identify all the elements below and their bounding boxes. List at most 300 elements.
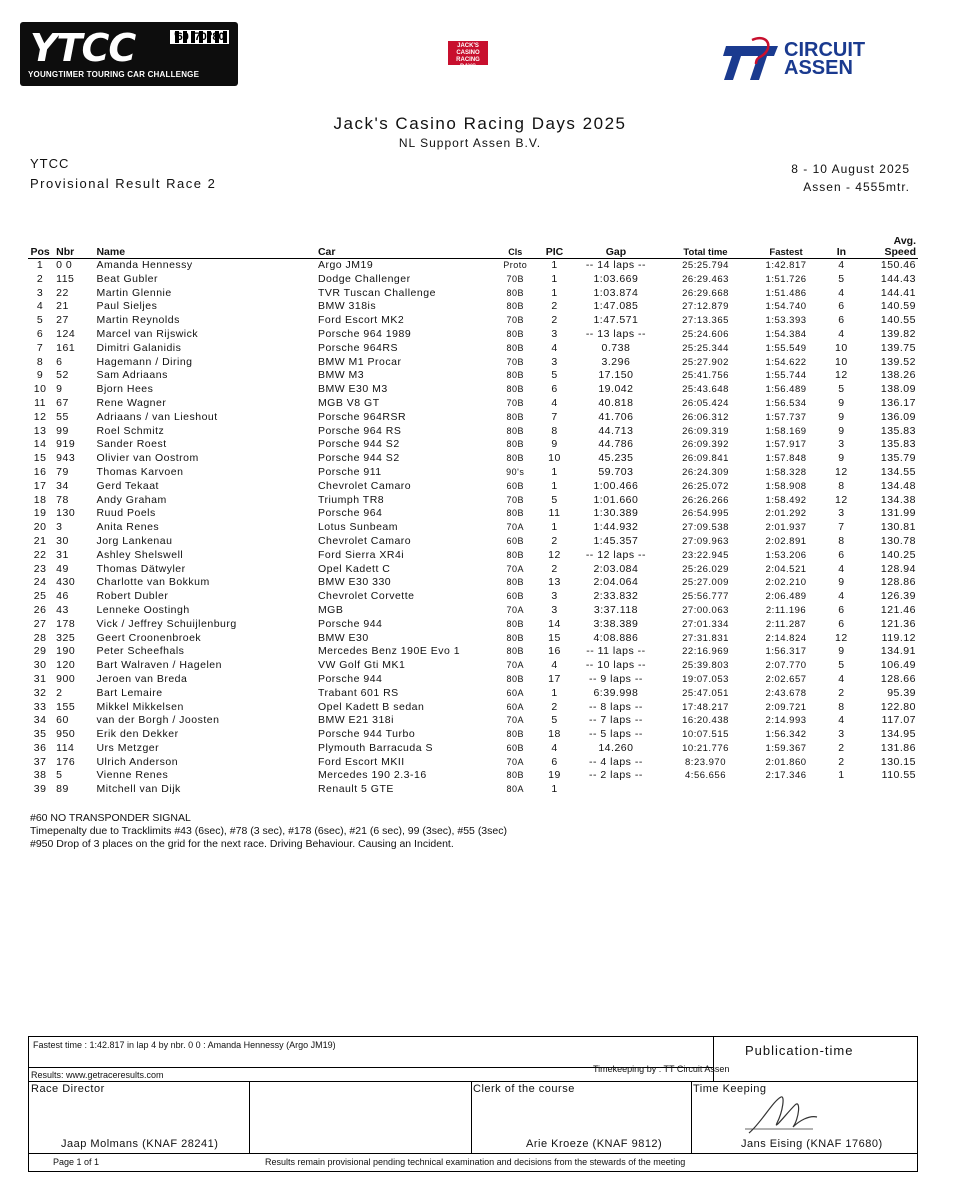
footer-divider [713, 1037, 714, 1081]
cell-class: 80B [506, 425, 524, 436]
cell-in: 3 [838, 507, 845, 520]
cell-gap: -- 9 laps -- [588, 672, 643, 685]
cell-avg-speed: 139.52 [880, 355, 916, 368]
cell-pic: 15 [548, 631, 561, 644]
cell-name: Mitchell van Dijk [96, 783, 181, 796]
cell-class: 80B [506, 411, 524, 422]
cell-class: 70A [506, 522, 524, 533]
cell-total-time: 26:29.463 [682, 273, 729, 285]
cell-fastest: 1:56.317 [765, 646, 807, 658]
cell-fastest: 1:56.342 [765, 729, 807, 741]
table-row [28, 328, 918, 342]
cell-pic: 4 [551, 396, 558, 409]
cell-fastest: 1:55.549 [765, 342, 807, 354]
cell-nbr: 325 [56, 631, 76, 644]
cell-nbr: 190 [56, 645, 76, 658]
table-row [28, 452, 918, 466]
cell-name: Martin Reynolds [96, 314, 180, 327]
cell-avg-speed: 110.55 [881, 769, 916, 782]
cell-gap: -- 8 laps -- [588, 700, 643, 713]
cell-gap: 4:08.886 [593, 631, 639, 644]
cell-pos: 9 [36, 369, 44, 382]
cell-fastest: 2:09.721 [765, 701, 807, 713]
cell-name: Sander Roest [96, 438, 167, 451]
cell-pic: 13 [548, 576, 561, 589]
cell-gap: 14.260 [598, 741, 634, 754]
cell-class: 80B [506, 729, 524, 740]
cell-fastest: 2:01.292 [765, 508, 807, 520]
col-pic: PIC [545, 246, 564, 258]
cell-pic: 4 [551, 741, 558, 754]
cell-gap: 1:47.085 [593, 300, 639, 313]
cell-gap: 2:03.084 [593, 562, 639, 575]
cell-nbr: 99 [56, 424, 69, 437]
cell-pic: 12 [548, 548, 561, 561]
cell-class: 80B [506, 439, 524, 450]
race-director-name: Jaap Molmans (KNAF 28241) [61, 1138, 219, 1150]
cell-avg-speed: 150.46 [880, 259, 916, 271]
cell-gap: 6:39.998 [593, 686, 639, 699]
cell-in: 2 [838, 686, 845, 699]
cell-avg-speed: 136.09 [880, 410, 916, 423]
cell-pic: 2 [551, 314, 558, 327]
table-row [28, 425, 918, 439]
cell-nbr: 5 [56, 769, 63, 782]
clerk-of-course-label: Clerk of the course [473, 1083, 575, 1095]
cell-in: 10 [835, 341, 848, 354]
table-row [28, 342, 918, 356]
table-row [28, 728, 918, 742]
note-line: Timepenalty due to Tracklimits #43 (6sec), #78 (3 sec), #178 (6sec), #21 (6 sec), 99 (3sec), #55 (3sec) [30, 825, 507, 837]
cell-in: 5 [838, 383, 845, 396]
results-body [28, 259, 918, 798]
cell-nbr: 130 [56, 507, 76, 520]
cell-car: Porsche 911 [317, 465, 382, 478]
cell-pic: 1 [551, 783, 558, 796]
cell-total-time: 25:41.756 [682, 370, 729, 382]
cell-total-time: 26:09.841 [682, 453, 729, 465]
cell-name: Rene Wagner [96, 396, 167, 409]
cell-pic: 14 [548, 617, 561, 630]
time-keeping-label: Time Keeping [693, 1083, 767, 1095]
table-row [28, 259, 918, 273]
cell-in: 9 [838, 396, 845, 409]
cell-nbr: 21 [56, 300, 69, 313]
cell-pos: 19 [33, 507, 47, 520]
table-row [28, 314, 918, 328]
cell-name: Ruud Poels [96, 507, 156, 520]
cell-name: Beat Gubler [96, 272, 158, 285]
cell-class: 70A [506, 660, 524, 671]
cell-in: 12 [835, 465, 848, 478]
cell-pic: 16 [548, 645, 561, 658]
cell-total-time: 25:24.606 [682, 328, 729, 340]
cell-pic: 1 [551, 259, 558, 271]
cell-avg-speed: 134.38 [880, 493, 916, 506]
cell-total-time: 27:12.879 [682, 301, 729, 313]
cell-name: Martin Glennie [96, 286, 172, 299]
cell-name: Jorg Lankenau [96, 534, 173, 547]
cell-in: 9 [838, 452, 845, 465]
cell-name: Adriaans / van Lieshout [96, 410, 218, 423]
time-keeping-name: Jans Eising (KNAF 17680) [741, 1138, 883, 1150]
cell-fastest: 1:58.492 [765, 494, 807, 506]
cell-pic: 2 [551, 700, 558, 713]
col-total-time: Total time [683, 247, 728, 258]
cell-avg-speed: 128.66 [880, 672, 916, 685]
cell-car: Opel Kadett B sedan [317, 700, 425, 713]
cell-in: 9 [838, 576, 845, 589]
cell-gap: 41.706 [598, 410, 634, 423]
cell-pic: 5 [551, 493, 558, 506]
cell-avg-speed: 131.99 [880, 507, 916, 520]
cell-total-time: 27:01.334 [682, 618, 729, 630]
cell-pic: 2 [551, 534, 558, 547]
cell-pos: 3 [36, 286, 44, 299]
cell-car: MGB V8 GT [317, 396, 380, 409]
cell-avg-speed: 134.91 [880, 645, 916, 658]
cell-pos: 37 [33, 755, 47, 768]
cell-class: 80B [506, 453, 524, 464]
cell-nbr: 31 [56, 548, 69, 561]
cell-in: 9 [838, 410, 845, 423]
cell-car: Ford Escort MKII [317, 755, 405, 768]
cell-gap: 1:00.466 [593, 479, 639, 492]
col-in: In [836, 246, 847, 258]
cell-pos: 8 [36, 355, 44, 368]
cell-name: Bart Walraven / Hagelen [96, 659, 222, 672]
page-number: Page 1 of 1 [53, 1157, 100, 1167]
cell-fastest: 1:55.744 [765, 370, 807, 382]
publication-time-label: Publication-time [745, 1043, 854, 1058]
cell-total-time: 25:39.803 [682, 660, 729, 672]
table-row [28, 618, 918, 632]
cell-car: TVR Tuscan Challenge [317, 286, 436, 299]
cell-gap: 1:47.571 [593, 314, 639, 327]
cell-nbr: 89 [56, 783, 69, 796]
cell-pic: 6 [551, 383, 558, 396]
cell-class: 80B [506, 632, 524, 643]
table-row [28, 714, 918, 728]
cell-pos: 38 [33, 769, 47, 782]
table-row [28, 411, 918, 425]
cell-in: 6 [838, 548, 845, 561]
cell-in: 7 [838, 521, 845, 534]
cell-nbr: 430 [56, 576, 76, 589]
cell-gap: 19.042 [598, 383, 634, 396]
cell-gap: 59.703 [598, 465, 634, 478]
cell-in: 4 [838, 714, 845, 727]
cell-car: Chevrolet Camaro [317, 534, 412, 547]
cell-nbr: 67 [56, 396, 69, 409]
cell-car: Mercedes 190 2.3-16 [317, 769, 427, 782]
cell-class: 60B [506, 591, 524, 602]
cell-class: 80B [506, 618, 524, 629]
cell-fastest: 1:53.393 [765, 315, 807, 327]
cell-car: Porsche 964RS [317, 341, 398, 354]
cell-nbr: 79 [56, 465, 69, 478]
cell-pic: 1 [551, 521, 558, 534]
cell-nbr: 46 [56, 590, 69, 603]
cell-in: 4 [838, 590, 845, 603]
cell-total-time: 16:20.438 [682, 715, 729, 727]
cell-pos: 4 [36, 300, 44, 313]
cell-fastest: 2:43.678 [765, 687, 807, 699]
cell-pos: 26 [33, 603, 47, 616]
table-row [28, 549, 918, 563]
col-car: Car [317, 246, 336, 258]
cell-nbr: 124 [56, 327, 76, 340]
cell-name: Jeroen van Breda [96, 672, 188, 685]
col-avg-label: Avg. [893, 235, 916, 247]
cell-pos: 18 [33, 493, 47, 506]
cell-pos: 15 [33, 452, 47, 465]
cell-pos: 20 [33, 521, 47, 534]
cell-avg-speed: 140.55 [880, 314, 916, 327]
cell-pos: 34 [33, 714, 47, 727]
cell-fastest: 1:51.486 [765, 287, 807, 299]
cell-car: VW Golf Gti MK1 [317, 659, 406, 672]
cell-car: Porsche 964 [317, 507, 383, 520]
cell-nbr: 0 0 [56, 259, 73, 271]
cell-car: BMW E30 M3 [317, 383, 388, 396]
cell-in: 6 [838, 617, 845, 630]
cell-car: Porsche 944 S2 [317, 452, 400, 465]
cell-pic: 1 [551, 686, 558, 699]
cell-nbr: 6 [56, 355, 63, 368]
cell-pic: 1 [551, 465, 558, 478]
cell-in: 3 [838, 728, 845, 741]
col-fastest: Fastest [769, 247, 803, 258]
event-organizer: NL Support Assen B.V. [398, 136, 542, 150]
cell-name: Lenneke Oostingh [96, 603, 190, 616]
cell-name: Hagemann / Diring [96, 355, 193, 368]
cell-in: 10 [835, 355, 848, 368]
results-url: Results: www.getraceresults.com [31, 1070, 164, 1080]
cell-total-time: 27:00.063 [682, 604, 729, 616]
cell-pos: 31 [33, 672, 47, 685]
cell-car: Opel Kadett C [317, 562, 391, 575]
cell-pos: 5 [36, 314, 44, 327]
cell-total-time: 26:09.392 [682, 439, 729, 451]
cell-class: 80B [506, 301, 524, 312]
cell-fastest: 2:11.196 [765, 604, 807, 616]
cell-pic: 7 [551, 410, 558, 423]
cell-pos: 33 [33, 700, 47, 713]
cell-class: 70A [506, 756, 524, 767]
cell-nbr: 27 [56, 314, 69, 327]
table-row [28, 742, 918, 756]
cell-car: Porsche 964RSR [317, 410, 407, 423]
cell-pic: 8 [551, 424, 558, 437]
cell-avg-speed: 140.59 [880, 300, 916, 313]
cell-car: Triumph TR8 [317, 493, 385, 506]
cell-nbr: 22 [56, 286, 69, 299]
cell-gap: -- 12 laps -- [585, 548, 646, 561]
cell-gap: 44.713 [598, 424, 634, 437]
cell-in: 4 [838, 259, 845, 271]
cell-class: 80B [506, 384, 524, 395]
cell-avg-speed: 121.46 [880, 603, 916, 616]
cell-class: 70B [506, 315, 524, 326]
table-row [28, 466, 918, 480]
cell-pic: 1 [551, 286, 558, 299]
cell-pic: 3 [551, 355, 558, 368]
cell-name: Bart Lemaire [96, 686, 163, 699]
cell-car: Trabant 601 RS [317, 686, 399, 699]
cell-fastest: 2:07.770 [765, 660, 807, 672]
cell-pos: 14 [33, 438, 47, 451]
table-row [28, 535, 918, 549]
cell-nbr: 30 [56, 534, 69, 547]
cell-total-time: 23:22.945 [682, 549, 729, 561]
cell-gap: 45.235 [598, 452, 634, 465]
cell-fastest: 2:02.657 [765, 673, 807, 685]
cell-pic: 4 [551, 341, 558, 354]
cell-nbr: 176 [56, 755, 76, 768]
cell-gap: 1:03.874 [593, 286, 639, 299]
cell-avg-speed [858, 783, 919, 797]
cell-total-time: 26:09.319 [682, 425, 729, 437]
cell-name: Vienne Renes [96, 769, 169, 782]
cell-in: 8 [838, 479, 845, 492]
cell-nbr: 2 [56, 686, 63, 699]
cell-in: 6 [838, 300, 845, 313]
cell-avg-speed: 135.83 [880, 424, 916, 437]
cell-in: 4 [838, 562, 845, 575]
cell-total-time: 17:48.217 [682, 701, 729, 713]
track-info: Assen - 4555mtr. [803, 180, 910, 194]
cell-class: 70B [506, 494, 524, 505]
cell-name: Bjorn Hees [96, 383, 154, 396]
cell-pos: 10 [33, 383, 47, 396]
race-director-label: Race Director [31, 1083, 105, 1095]
cell-car: BMW E30 330 [317, 576, 392, 589]
cell-avg-speed: 135.83 [880, 438, 916, 451]
cell-in: 12 [835, 631, 848, 644]
cell-in: 2 [838, 741, 845, 754]
table-row [28, 563, 918, 577]
cell-name: Anita Renes [96, 521, 160, 534]
cell-fastest: 1:57.848 [765, 453, 807, 465]
cell-in: 8 [838, 534, 845, 547]
cell-car: Chevrolet Camaro [317, 479, 412, 492]
cell-fastest [747, 783, 826, 797]
cell-total-time: 26:29.668 [682, 287, 729, 299]
cell-nbr: 900 [56, 672, 76, 685]
cell-car: MGB [317, 603, 344, 616]
cell-gap: -- 7 laps -- [588, 714, 643, 727]
cell-pos: 16 [33, 465, 47, 478]
cell-pic: 6 [551, 755, 558, 768]
table-row [28, 590, 918, 604]
footer-box [28, 1036, 918, 1172]
cell-name: Robert Dubler [96, 590, 169, 603]
cell-in: 9 [838, 424, 845, 437]
cell-total-time: 19:07.053 [682, 673, 729, 685]
table-row [28, 438, 918, 452]
cell-gap: 3.296 [601, 355, 631, 368]
cell-gap: 17.150 [598, 369, 634, 382]
cell-pos: 30 [33, 659, 47, 672]
cell-car: Porsche 964 RS [317, 424, 402, 437]
cell-total-time: 25:27.009 [682, 577, 729, 589]
cell-car: Plymouth Barracuda S [317, 741, 433, 754]
cell-total-time: 25:43.648 [682, 384, 729, 396]
cell-nbr: 178 [56, 617, 76, 630]
cell-pos: 2 [36, 272, 44, 285]
cell-gap: 1:03.669 [593, 272, 639, 285]
cell-name: Thomas Dätwyler [96, 562, 186, 575]
cell-pos: 35 [33, 728, 47, 741]
ytcc-logo-word: YTCC [30, 26, 136, 70]
cell-pic: 10 [548, 452, 561, 465]
cell-nbr: 78 [56, 493, 69, 506]
cell-name: Charlotte van Bokkum [96, 576, 210, 589]
cell-name: Thomas Karvoen [96, 465, 184, 478]
cell-gap: -- 4 laps -- [588, 755, 643, 768]
cell-nbr: 114 [56, 741, 75, 754]
cell-total-time: 27:09.538 [682, 522, 729, 534]
cell-car: Porsche 944 S2 [317, 438, 400, 451]
cell-pos: 13 [33, 424, 47, 437]
cell-name: Urs Metzger [96, 741, 160, 754]
cell-class: 80B [506, 287, 524, 298]
cell-fastest: 2:01.937 [765, 522, 807, 534]
cell-fastest: 1:56.534 [765, 397, 807, 409]
cell-class: 70A [506, 715, 524, 726]
cell-class: 80B [506, 673, 524, 684]
cell-class: 70A [506, 604, 524, 615]
table-row [28, 659, 918, 673]
cell-pos: 11 [34, 396, 47, 409]
cell-avg-speed: 135.79 [880, 452, 916, 465]
cell-nbr: 950 [56, 728, 76, 741]
cell-name: van der Borgh / Joosten [96, 714, 220, 727]
event-title: Jack's Casino Racing Days 2025 [333, 114, 627, 133]
disclaimer: Results remain provisional pending technical examination and decisions from the stewards of the meeting [265, 1157, 686, 1167]
cell-total-time: 10:21.776 [682, 742, 729, 754]
table-row [28, 576, 918, 590]
cell-avg-speed: 144.43 [880, 272, 916, 285]
cell-name: Roel Schmitz [96, 424, 165, 437]
tt-logo-text-circuit: CIRCUIT [784, 39, 866, 61]
cell-in: 9 [838, 645, 845, 658]
cell-avg-speed: 121.36 [880, 617, 916, 630]
cell-class: 80B [506, 508, 524, 519]
cell-gap: 3:38.389 [593, 617, 639, 630]
cell-nbr: 9 [56, 383, 63, 396]
cell-name: Gerd Tekaat [96, 479, 159, 492]
table-row [28, 383, 918, 397]
ytcc-logo [20, 22, 238, 86]
ytcc-logo-years: '60 '70 '80 [170, 30, 229, 44]
table-row [28, 356, 918, 370]
cell-pos: 17 [33, 479, 47, 492]
cell-pic: 2 [551, 562, 558, 575]
cell-car: Renault 5 GTE [317, 783, 394, 796]
col-cls: Cls [508, 247, 523, 257]
cell-pic: 17 [548, 672, 561, 685]
cell-car: BMW E21 318i [317, 714, 394, 727]
results-table [28, 230, 918, 797]
cell-pic: 1 [551, 479, 558, 492]
table-row [28, 783, 918, 797]
cell-class: 80A [506, 784, 524, 795]
cell-gap: -- 10 laps -- [585, 659, 646, 672]
cell-fastest: 1:54.384 [765, 328, 807, 340]
cell-in: 2 [838, 755, 845, 768]
